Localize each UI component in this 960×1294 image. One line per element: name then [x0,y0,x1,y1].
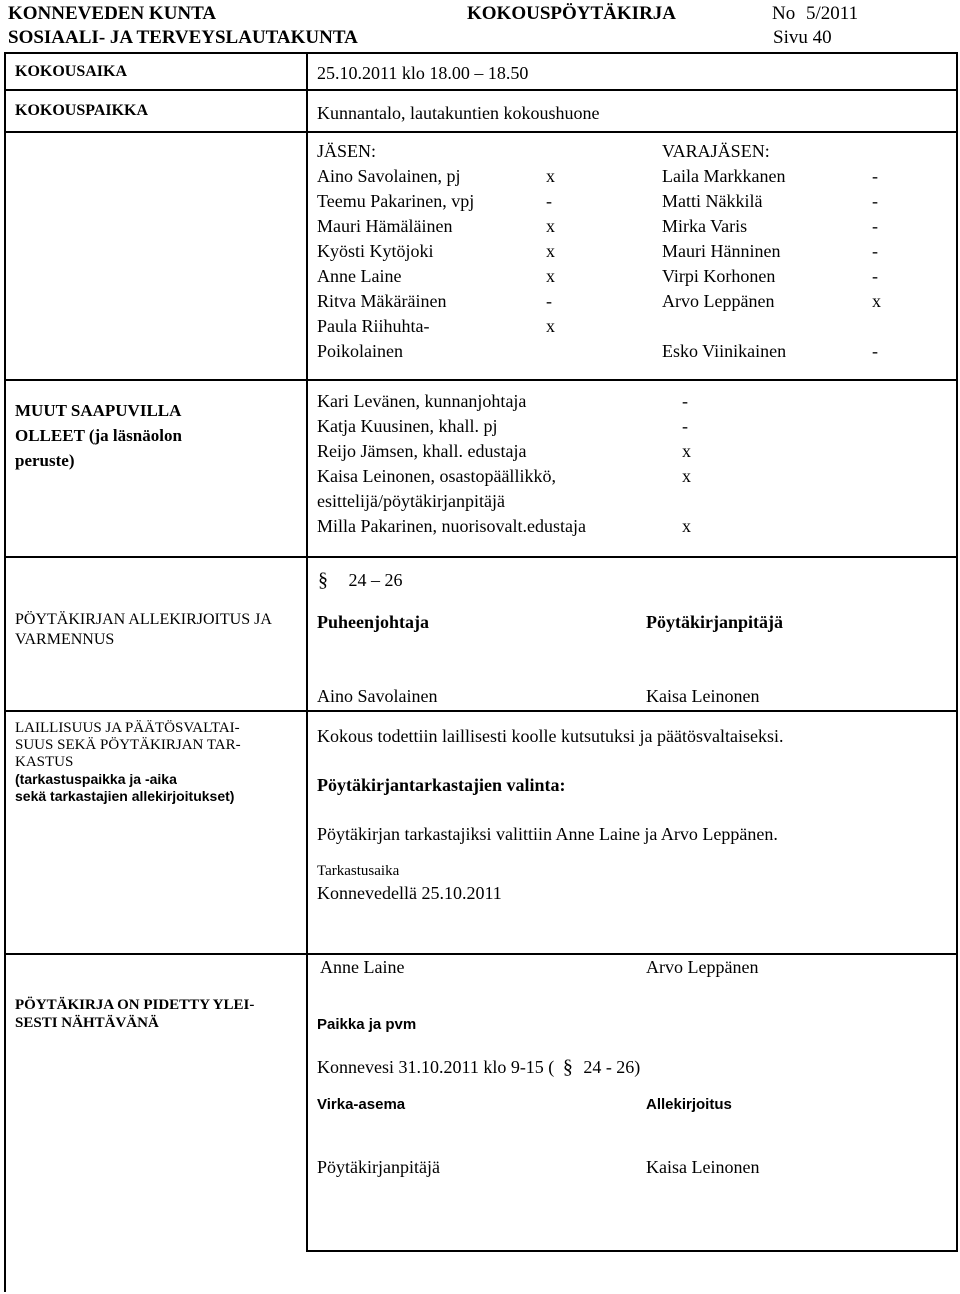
others-mark: - [682,416,688,436]
position-value: Pöytäkirjanpitäjä [317,1157,440,1177]
deputy-name: Matti Näkkilä [662,191,763,211]
others-name: esittelijä/pöytäkirjanpitäjä [317,491,505,511]
meeting-time: 25.10.2011 klo 18.00 – 18.50 [317,63,529,83]
minutes-number: 5/2011 [806,3,859,24]
others-name: Kaisa Leinonen, osastopäällikkö, [317,466,556,486]
members-header: JÄSEN: [317,141,377,161]
rule-attendance [4,379,958,381]
place-date-label: Paikka ja pvm [317,1016,417,1033]
reviewer-1: Anne Laine [320,957,405,977]
deputy-mark: - [872,216,878,236]
public-display-label-line: PÖYTÄKIRJA ON PIDETTY YLEI- [15,997,255,1013]
deputy-mark: x [872,291,881,311]
legality-label-line: (tarkastuspaikka ja -aika [15,771,177,787]
member-name: Kyösti Kytöjoki [317,241,434,261]
deputy-name: Esko Viinikainen [662,341,787,361]
rule-signature [4,710,958,712]
section-range [318,568,403,592]
reviewers-text: Pöytäkirjan tarkastajiksi valittiin Anne Laine ja Arvo Leppänen. [317,824,778,844]
legality-statement: Kokous todettiin laillisesti koolle kutsutuksi ja päätösvaltaiseksi. [317,726,784,746]
chair-label: Puheenjohtaja [317,612,429,632]
reviewers-heading: Pöytäkirjantarkastajien valinta: [317,775,566,795]
rule-left [4,52,6,1292]
others-mark: x [682,466,691,486]
meeting-place-label: KOKOUSPAIKKA [15,102,149,119]
member-name: Aino Savolainen, pj [317,166,461,186]
others-mark: x [682,441,691,461]
deputies-header: VARAJÄSEN: [662,141,770,161]
legality-label [15,720,241,805]
others-name: Milla Pakarinen, nuorisovalt.edustaja [317,516,586,536]
member-mark: x [546,266,555,286]
deputy-mark: - [872,191,878,211]
member-mark: x [546,216,555,236]
section-sign: § [318,569,328,591]
deputy-mark: - [872,241,878,261]
public-sections: 24 - 26) [583,1057,641,1077]
board-name: SOSIAALI- JA TERVEYSLAUTAKUNTA [8,27,358,48]
deputy-name: Virpi Korhonen [662,266,776,286]
rule-bottom [306,1250,958,1252]
document-type: KOKOUSPÖYTÄKIRJA [467,3,677,24]
member-name: Paula Riihuhta- [317,316,430,336]
deputy-name: Mauri Hänninen [662,241,781,261]
secretary-label: Pöytäkirjanpitäjä [646,612,783,632]
municipality-name: KONNEVEDEN KUNTA [8,3,217,24]
public-place-date-text: Konnevesi 31.10.2011 klo 9-15 ( [317,1057,555,1077]
member-name: Anne Laine [317,266,402,286]
section-numbers: 24 – 26 [348,570,403,590]
section-sign: § [562,1056,573,1078]
legality-label-line: SUUS SEKÄ PÖYTÄKIRJAN TAR- [15,737,241,753]
member-mark: x [546,316,555,336]
deputy-name: Mirka Varis [662,216,748,236]
reviewer-2: Arvo Leppänen [646,957,759,977]
legality-label-line: KASTUS [15,754,74,770]
member-name: Poikolainen [317,341,403,361]
signature-label: PÖYTÄKIRJAN ALLEKIRJOITUS JA VARMENNUS [15,611,272,648]
review-place-date: Konnevedellä 25.10.2011 [317,883,502,903]
member-mark: x [546,241,555,261]
others-name: Reijo Jämsen, khall. edustaja [317,441,527,461]
meeting-time-label: KOKOUSAIKA [15,63,128,80]
member-mark: - [546,191,552,211]
member-name: Mauri Hämäläinen [317,216,453,236]
deputy-mark: - [872,341,878,361]
others-mark: x [682,516,691,536]
rule-legality [4,953,958,955]
rule-right [956,52,958,1252]
signer-name: Kaisa Leinonen [646,1157,760,1177]
meeting-place: Kunnantalo, lautakuntien kokoushuone [317,103,600,123]
position-label: Virka-asema [317,1096,406,1113]
secretary-name: Kaisa Leinonen [646,686,760,706]
review-time-label: Tarkastusaika [317,863,400,879]
others-mark: - [682,391,688,411]
rule-place [4,131,958,133]
others-name: Kari Levänen, kunnanjohtaja [317,391,527,411]
others-present-label: MUUT SAAPUVILLA OLLEET (ja läsnäolon peruste) [15,401,182,470]
deputy-mark: - [872,166,878,186]
deputy-mark: - [872,266,878,286]
rule-others [4,556,958,558]
member-name: Ritva Mäkäräinen [317,291,447,311]
page-number: Sivu 40 [773,27,832,48]
deputy-name: Arvo Leppänen [662,291,775,311]
public-display-label [15,996,254,1032]
member-name: Teemu Pakarinen, vpj [317,191,475,211]
public-place-date [317,1055,640,1079]
deputy-name: Laila Markkanen [662,166,786,186]
legality-label-line: LAILLISUUS JA PÄÄTÖSVALTAI- [15,720,240,736]
signature-label-public: Allekirjoitus [646,1096,732,1113]
member-mark: x [546,166,555,186]
rule-time [4,89,958,91]
rule-middle [306,52,308,1252]
public-display-label-line: SESTI NÄHTÄVÄNÄ [15,1015,159,1031]
minutes-number-label: No [772,3,796,24]
member-mark: - [546,291,552,311]
legality-label-line: sekä tarkastajien allekirjoitukset) [15,788,235,804]
rule-top [4,52,958,54]
others-name: Katja Kuusinen, khall. pj [317,416,498,436]
chair-name: Aino Savolainen [317,686,438,706]
